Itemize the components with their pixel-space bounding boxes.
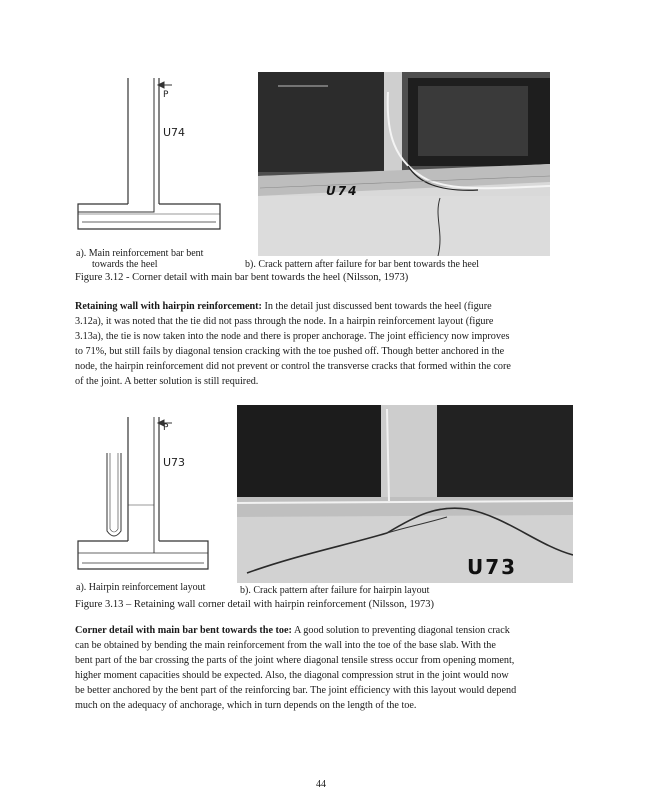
paragraph-line: can be obtained by bending the main reinforcement from the wall into the toe of the base slab. With the [75,640,496,651]
paragraph-line: higher moment capacities should be expected. Also, the diagonal compression strut in the joint would now [75,670,509,681]
paragraph-line: Retaining wall with hairpin reinforcement: In the detail just discussed bent towards the heel (figure [75,301,492,312]
paragraph-line: 3.13a), the tie is now taken into the node and there is proper anchorage. The joint efficiency now improves [75,331,510,342]
caption-b: b). Crack pattern after failure for hairpin layout [240,585,430,596]
crack-pattern-photo-u73 [237,405,573,583]
paragraph-line: much on the adequacy of anchorage, which in turn depends on the length of the toe. [75,700,417,711]
paragraph-line: be better anchored by the bent part of the reinforcing bar. The joint efficiency with this layout would depend [75,685,517,696]
load-label: P [163,423,169,433]
load-label: P [163,90,169,100]
crack-pattern-photo-u74 [258,72,550,256]
photo-u73-graphic [237,405,573,583]
paragraph-line: to 71%, but still fails by diagonal tension cracking with the toe pushed off. Though better anchored in the [75,346,505,357]
caption-b: b). Crack pattern after failure for bar bent towards the heel [245,259,480,270]
page-number: 44 [316,779,326,790]
figure-caption: Figure 3.12 - Corner detail with main bar bent towards the heel (Nilsson, 1973) [75,272,409,283]
photo-stamp: U73 [467,555,518,579]
caption-a: a). Hairpin reinforcement layout [76,582,206,593]
diagram-u74 [74,72,234,247]
caption-a [76,248,256,270]
paragraph-line: Corner detail with main bar bent towards the toe: A good solution to preventing diagonal tension crack [75,625,510,636]
load-arrow-icon [158,82,172,88]
diagram-label: U74 [163,126,186,139]
paragraph-line: node, the hairpin reinforcement did not prevent or control the transverse cracks that formed within the core [75,361,511,372]
figure-caption: Figure 3.13 – Retaining wall corner detail with hairpin reinforcement (Nilsson, 1973) [75,599,434,610]
paragraph-line: 3.12a), it was noted that the tie did not pass through the node. In a hairpin reinforcement layout (figure [75,316,494,327]
caption-a-line1: a). Main reinforcement bar bent [76,248,204,259]
paragraph-line: of the joint. A better solution is still required. [75,376,259,387]
diagram-u73 [74,413,234,583]
photo-u74-graphic [258,72,550,256]
paragraph-line: bent part of the bar crossing the parts of the joint where diagonal tensile stress occur from opening moment, [75,655,515,666]
paragraph-heading: Retaining wall with hairpin reinforcement: [75,301,262,312]
paragraph-toe [75,623,575,713]
diagram-label: U73 [163,456,186,469]
paragraph-heading: Corner detail with main bar bent towards the toe: [75,625,292,636]
photo-stamp: U74 [326,184,359,198]
paragraph-hairpin [75,299,575,389]
caption-a-line2: towards the heel [92,259,158,270]
